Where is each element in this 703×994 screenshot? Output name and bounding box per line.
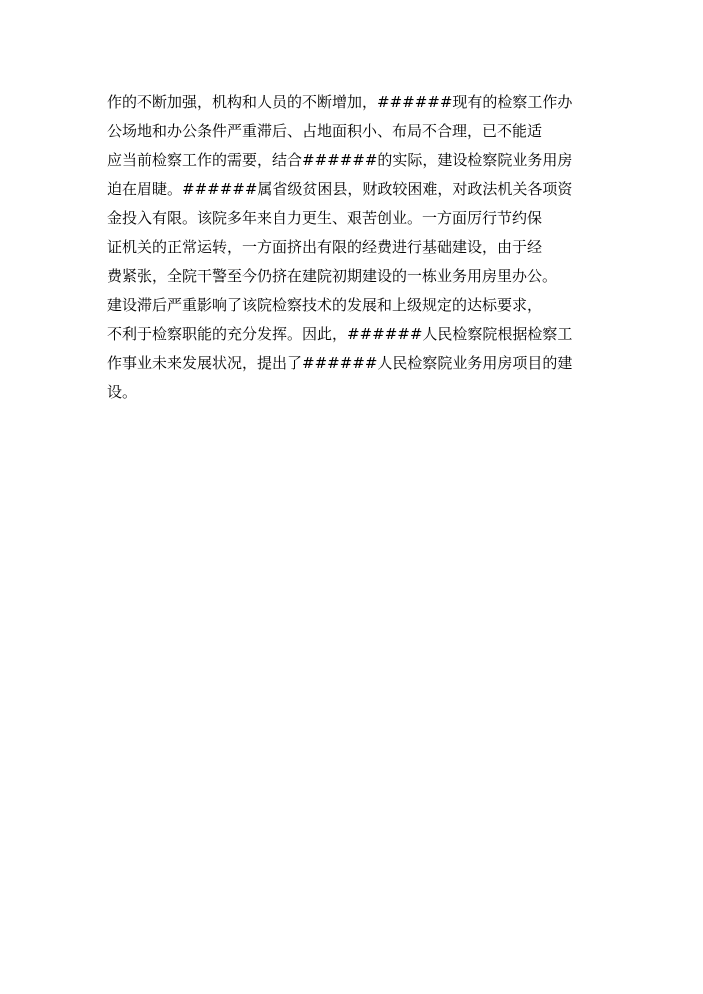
text-line: 证机关的正常运转，一方面挤出有限的经费进行基础建设，由于经 bbox=[107, 238, 543, 256]
text-line: 设。 bbox=[107, 383, 138, 401]
text-line: 金投入有限。该院多年来自力更生、艰苦创业。一方面厉行节约保 bbox=[107, 209, 543, 227]
text-line: 费紧张，全院干警至今仍挤在建院初期建设的一栋业务用房里办公。 bbox=[107, 267, 558, 285]
text-line: 建设滞后严重影响了该院检察技术的发展和上级规定的达标要求， bbox=[107, 296, 543, 314]
text-line: 应当前检察工作的需要，结合######的实际，建设检察院业务用房 bbox=[107, 151, 573, 169]
text-line: 不利于检察职能的充分发挥。因此，######人民检察院根据检察工 bbox=[107, 325, 573, 343]
body-paragraph bbox=[107, 88, 607, 407]
text-line: 迫在眉睫。######属省级贫困县，财政较困难，对政法机关各项资 bbox=[107, 180, 573, 198]
text-line: 作的不断加强，机构和人员的不断增加，######现有的检察工作办 bbox=[107, 93, 573, 111]
text-line: 作事业未来发展状况，提出了######人民检察院业务用房项目的建 bbox=[107, 354, 573, 372]
text-line: 公场地和办公条件严重滞后、占地面积小、布局不合理，已不能适 bbox=[107, 122, 543, 140]
